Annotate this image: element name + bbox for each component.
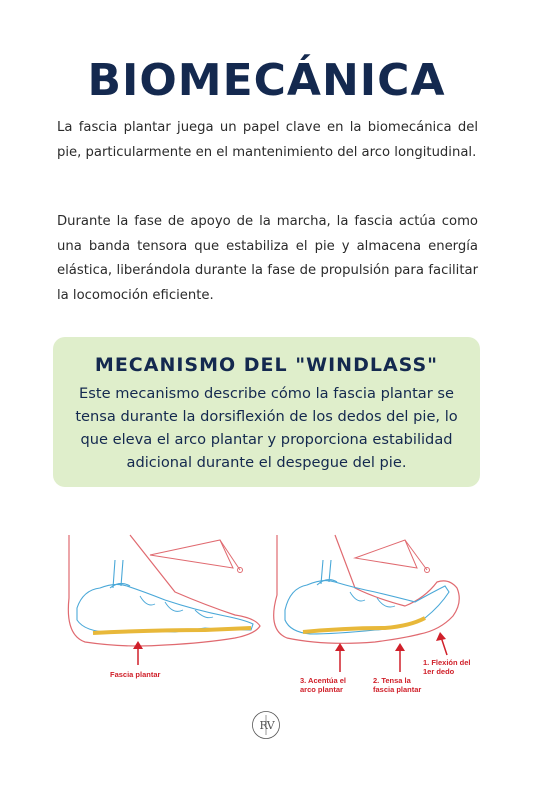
label-1-line2: 1er dedo	[423, 667, 455, 676]
left-leg-bones	[110, 560, 130, 588]
left-windlass-triangle	[150, 540, 233, 568]
right-foot-diagram	[274, 535, 471, 694]
windlass-description: Este mecanismo describe cómo la fascia plantar se tensa durante la dorsiflexión de los dedos del pie, lo que eleva el arco plantar y proporciona estabilidad adicional durante el despegue del pie.	[75, 385, 458, 471]
right-bones	[285, 581, 449, 634]
label-3-line1: 3. Acentúa el	[300, 676, 346, 685]
left-foot-diagram	[68, 535, 260, 679]
label-2-line2: fascia plantar	[373, 685, 422, 694]
right-fascia-band	[303, 618, 425, 632]
fascia-plantar-label: Fascia plantar	[110, 670, 161, 679]
label-1-line1: 1. Flexión del	[423, 658, 471, 667]
intro-paragraph: La fascia plantar juega un papel clave en la biomecánica del pie, particularmente en el mantenimiento del arco longitudinal.	[57, 120, 478, 160]
left-fascia-band	[93, 628, 251, 633]
rv-logo	[251, 710, 281, 740]
logo-letter-v: V	[266, 719, 275, 732]
label-2-line1: 2. Tensa la	[373, 676, 411, 685]
label-3-line2: arco plantar	[300, 685, 343, 694]
gait-paragraph: Durante la fase de apoyo de la marcha, la fascia actúa como una banda tensora que estabiliza el pie y almacena energía elástica, liberándola durante la fase de propulsión para facilitar la locomoción eficiente.	[57, 214, 478, 303]
windlass-box	[53, 337, 480, 487]
logo-letter-r: R	[259, 719, 268, 732]
windlass-illustration	[55, 520, 485, 705]
windlass-title: MECANISMO DEL "WINDLASS"	[94, 354, 439, 376]
page-title: BIOMECÁNICA	[87, 55, 446, 106]
left-bones	[77, 584, 253, 632]
